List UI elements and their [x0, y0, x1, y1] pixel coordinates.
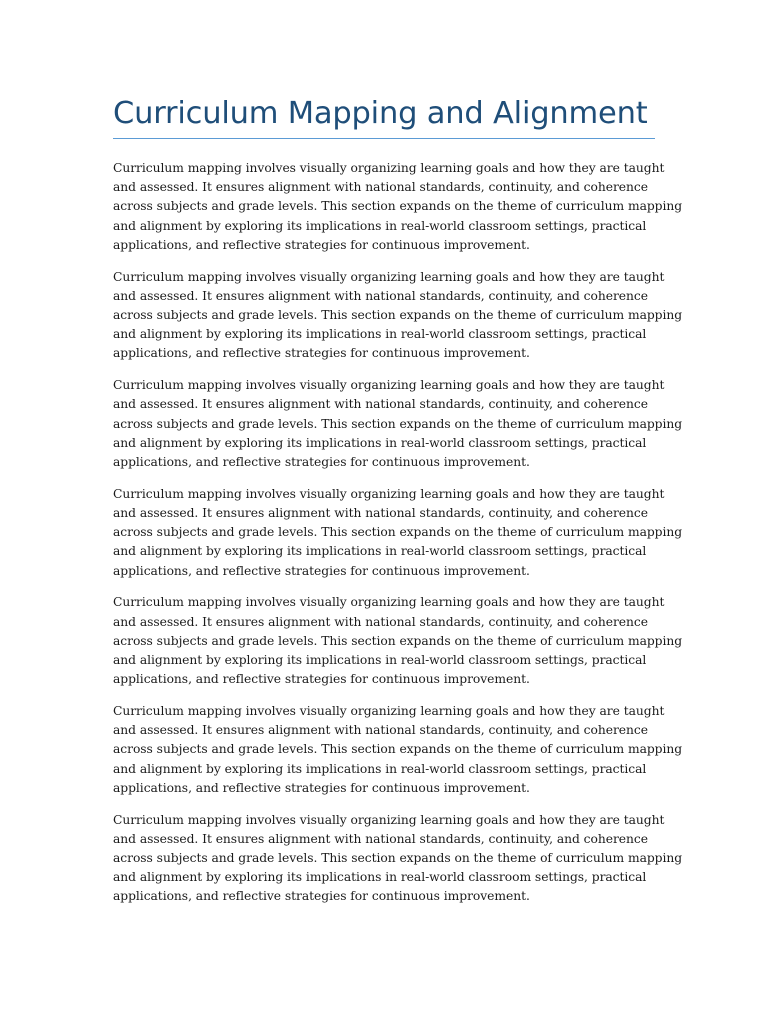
paragraph-line: across subjects and grade levels. This section expands on the theme of curriculum mapping — [113, 742, 683, 757]
paragraph-line: across subjects and grade levels. This section expands on the theme of curriculum mapping — [113, 416, 683, 431]
paragraph-line: and alignment by exploring its implications in real-world classroom settings, practical — [113, 218, 647, 233]
paragraph-line: applications, and reflective strategies for continuous improvement. — [113, 563, 530, 578]
body-paragraph — [113, 485, 683, 581]
paragraph-line: and assessed. It ensures alignment with national standards, continuity, and coherence — [113, 506, 648, 521]
body-paragraph — [113, 268, 683, 364]
paragraph-line: applications, and reflective strategies for continuous improvement. — [113, 455, 530, 470]
paragraph-line: and assessed. It ensures alignment with national standards, continuity, and coherence — [113, 180, 648, 195]
body-paragraph — [113, 811, 683, 907]
document-body — [113, 159, 683, 907]
paragraph-line: Curriculum mapping involves visually organizing learning goals and how they are taught — [113, 269, 665, 284]
paragraph-line: and alignment by exploring its implications in real-world classroom settings, practical — [113, 327, 647, 342]
paragraph-line: applications, and reflective strategies for continuous improvement. — [113, 889, 530, 904]
paragraph-line: Curriculum mapping involves visually organizing learning goals and how they are taught — [113, 812, 665, 827]
paragraph-line: across subjects and grade levels. This section expands on the theme of curriculum mapping — [113, 525, 683, 540]
paragraph-line: and alignment by exploring its implications in real-world classroom settings, practical — [113, 870, 647, 885]
paragraph-line: and alignment by exploring its implications in real-world classroom settings, practical — [113, 544, 647, 559]
paragraph-line: applications, and reflective strategies for continuous improvement. — [113, 237, 530, 252]
paragraph-line: and assessed. It ensures alignment with national standards, continuity, and coherence — [113, 831, 648, 846]
title-divider — [113, 138, 655, 139]
paragraph-line: and assessed. It ensures alignment with national standards, continuity, and coherence — [113, 723, 648, 738]
paragraph-line: Curriculum mapping involves visually organizing learning goals and how they are taught — [113, 595, 665, 610]
paragraph-line: Curriculum mapping involves visually organizing learning goals and how they are taught — [113, 486, 665, 501]
paragraph-line: and alignment by exploring its implications in real-world classroom settings, practical — [113, 435, 647, 450]
paragraph-line: across subjects and grade levels. This section expands on the theme of curriculum mapping — [113, 851, 683, 866]
paragraph-line: across subjects and grade levels. This section expands on the theme of curriculum mapping — [113, 199, 683, 214]
body-paragraph — [113, 702, 683, 798]
paragraph-line: and assessed. It ensures alignment with national standards, continuity, and coherence — [113, 614, 648, 629]
paragraph-line: and assessed. It ensures alignment with national standards, continuity, and coherence — [113, 397, 648, 412]
paragraph-line: across subjects and grade levels. This section expands on the theme of curriculum mapping — [113, 633, 683, 648]
paragraph-line: Curriculum mapping involves visually organizing learning goals and how they are taught — [113, 161, 665, 175]
paragraph-line: and alignment by exploring its implications in real-world classroom settings, practical — [113, 761, 647, 776]
paragraph-line: and assessed. It ensures alignment with national standards, continuity, and coherence — [113, 288, 648, 303]
body-paragraph — [113, 376, 683, 472]
paragraph-line: applications, and reflective strategies for continuous improvement. — [113, 346, 530, 361]
paragraph-line: and alignment by exploring its implications in real-world classroom settings, practical — [113, 653, 647, 668]
document-title: Curriculum Mapping and Alignment — [113, 96, 648, 131]
paragraph-line: applications, and reflective strategies for continuous improvement. — [113, 672, 530, 687]
paragraph-line: Curriculum mapping involves visually organizing learning goals and how they are taught — [113, 378, 665, 393]
paragraph-line: Curriculum mapping involves visually organizing learning goals and how they are taught — [113, 704, 665, 719]
document-page — [113, 96, 683, 919]
body-paragraph — [113, 159, 683, 255]
paragraph-line: across subjects and grade levels. This section expands on the theme of curriculum mapping — [113, 308, 683, 323]
paragraph-line: applications, and reflective strategies for continuous improvement. — [113, 780, 530, 795]
body-paragraph — [113, 593, 683, 689]
